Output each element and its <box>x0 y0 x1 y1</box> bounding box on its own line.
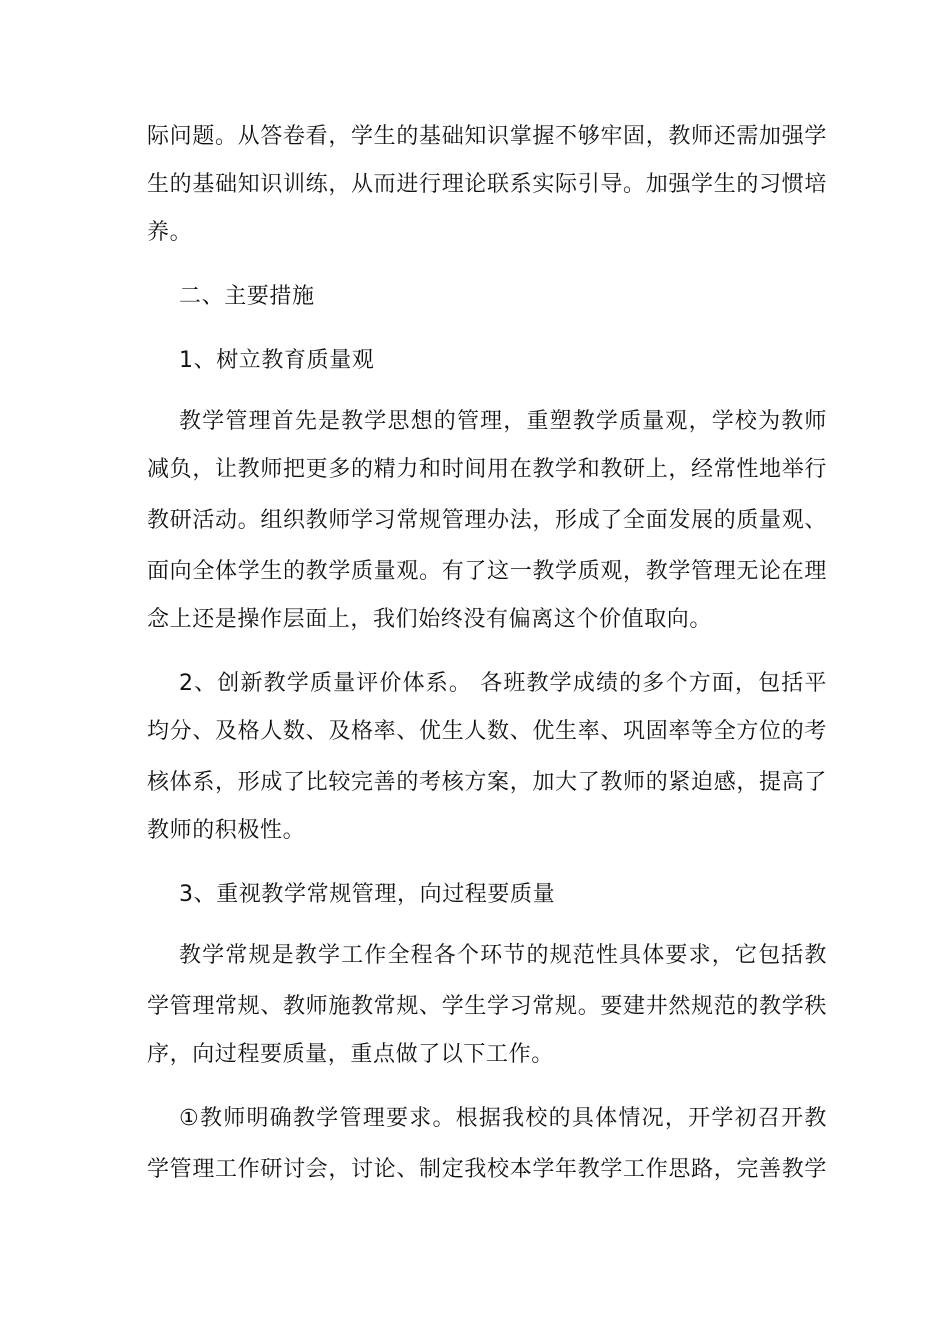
paragraph-line: 学管理工作研讨会，讨论、制定我校本学年教学工作思路，完善教学 <box>147 1157 827 1182</box>
subsection-heading: 1、树立教育质量观 <box>179 348 375 373</box>
paragraph-line: 生的基础知识训练，从而进行理论联系实际引导。加强学生的习惯培 <box>147 172 827 197</box>
paragraph-line: 减负，让教师把更多的精力和时间用在教学和教研上，经常性地举行 <box>147 457 827 482</box>
paragraph-line: 序，向过程要质量，重点做了以下工作。 <box>147 1042 554 1067</box>
paragraph-line: 核体系，形成了比较完善的考核方案，加大了教师的紧迫感，提高了 <box>147 770 827 795</box>
subsection-heading: 3、重视教学常规管理，向过程要质量 <box>179 882 556 907</box>
paragraph-line: 念上还是操作层面上，我们始终没有偏离这个价值取向。 <box>147 607 713 632</box>
paragraph-line: 际问题。从答卷看，学生的基础知识掌握不够牢固，教师还需加强学 <box>147 124 827 149</box>
paragraph-line: ①教师明确教学管理要求。根据我校的具体情况，开学初召开教 <box>179 1106 827 1131</box>
paragraph-line: 教学管理首先是教学思想的管理，重塑教学质量观，学校为教师 <box>179 409 827 434</box>
paragraph-line: 学管理常规、教师施教常规、学生学习常规。要建井然规范的教学秩 <box>147 994 827 1019</box>
paragraph-line: 均分、及格人数、及格率、优生人数、优生率、巩固率等全方位的考 <box>147 719 827 744</box>
paragraph-line: 教研活动。组织教师学习常规管理办法，形成了全面发展的质量观、 <box>147 508 827 533</box>
subsection-heading: 2、创新教学质量评价体系。 各班教学成绩的多个方面，包括平 <box>179 671 827 696</box>
paragraph-line: 面向全体学生的教学质量观。有了这一教学质观，教学管理无论在理 <box>147 559 827 584</box>
paragraph-line: 教师的积极性。 <box>147 818 306 843</box>
paragraph-line: 养。 <box>147 220 193 245</box>
paragraph-line: 教学常规是教学工作全程各个环节的规范性具体要求，它包括教 <box>179 943 827 968</box>
section-heading: 二、主要措施 <box>179 284 315 309</box>
